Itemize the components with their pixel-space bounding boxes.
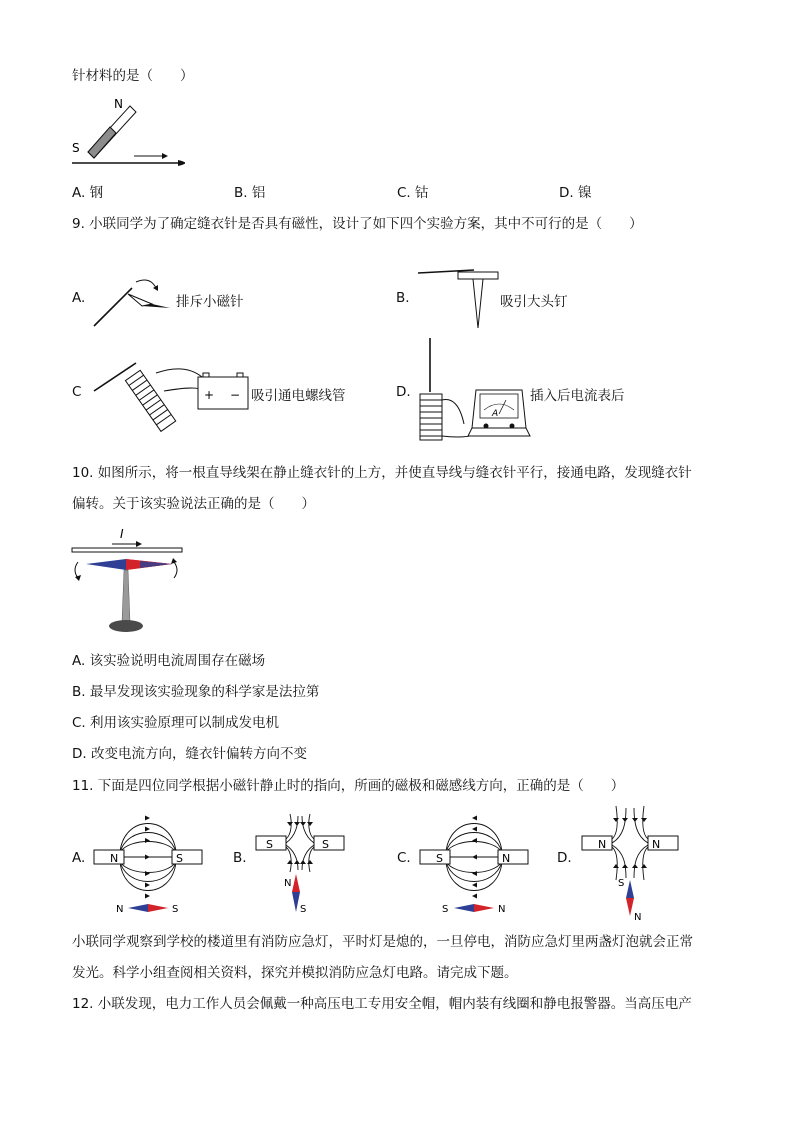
svg-text:N: N [502,852,511,865]
q9a-sewing-needle [94,288,132,326]
svg-text:N: N [498,904,506,915]
svg-text:S: S [436,852,443,865]
svg-text:S: S [618,878,625,889]
q9c-battery [198,373,248,409]
q9-option-a-caption: 排斥小磁针 [176,294,244,310]
q9c-figure [90,355,255,433]
q10-rotation-arrow-right-icon [174,562,177,578]
q10-straight-wire [72,548,182,552]
q8-magnet-s-label: S [72,141,80,155]
q12-stem: 12. 小联发现，电力工作人员会佩戴一种高压电工专用安全帽，帽内装有线圈和静电报警器。当高压电产 [72,996,692,1012]
svg-text:S: S [300,904,307,915]
svg-text:N: N [116,904,124,915]
intro-line2: 发光。科学小组查阅相关资料，探究并模拟消防应急灯电路。请完成下题。 [72,965,518,981]
q9d-figure [414,336,534,446]
q9-option-b-caption: 吸引大头钉 [500,294,568,310]
q9-stem: 9. 小联同学为了确定缝衣针是否具有磁性，设计了如下四个实验方案，其中不可行的是（ ） [72,216,643,232]
q8-needle-tip [178,160,185,166]
q8-option-b[interactable]: B. 铝 [234,185,266,201]
svg-text:A: A [492,409,499,419]
q11d-magnet-left [582,836,612,850]
q9a-figure [92,266,182,330]
q10-needle-blue-half [86,559,126,570]
q10-figure [66,524,196,636]
q10-rotation-arrow-left-icon [75,562,78,578]
q9d-wire-1 [442,400,464,425]
q11-option-d-letter[interactable]: D. [557,850,572,866]
q10-stem-line2: 偏转。关于该实验说法正确的是（ ） [72,496,315,512]
q11c-compass-needle [454,904,494,912]
q10-option-a[interactable]: A. 该实验说明电流周围存在磁场 [72,653,266,669]
intro-line1: 小联同学观察到学校的楼道里有消防应急灯，平时灯是熄的，一旦停电，消防应急灯里两盏灯泡就会正常 [72,934,693,950]
q10-option-d[interactable]: D. 改变电流方向，缝衣针偏转方向不变 [72,746,307,762]
svg-text:S: S [442,904,449,915]
q11-option-b-letter[interactable]: B. [233,850,247,866]
q11b-magnet-right [314,836,344,850]
svg-text:S: S [322,838,329,851]
q8-option-d[interactable]: D. 镍 [559,185,592,201]
q11d-compass-needle [626,880,634,916]
q11b-figure [252,812,352,918]
q11b-compass-needle [292,874,300,912]
svg-text:N: N [284,878,292,889]
q9-option-c-letter[interactable]: C [72,384,82,400]
q11d-figure [578,800,682,922]
svg-text:S: S [172,904,179,915]
q10-option-c[interactable]: C. 利用该实验原理可以制成发电机 [72,715,280,731]
q9a-rotation-arrow-icon [136,280,156,288]
q10-needle-stand [122,570,130,622]
svg-text:+: + [204,388,215,402]
q10-current-arrow-icon [112,541,142,547]
q11c-magnet-left [420,850,450,864]
q9-option-d-caption: 插入后电流表后 [530,388,625,404]
q8-motion-arrow-icon [134,153,168,159]
q9-option-b-letter[interactable]: B. [396,290,410,306]
svg-text:S: S [266,838,273,851]
q9-option-d-letter[interactable]: D. [396,384,411,400]
q9b-pin-shaft [473,279,483,328]
q8-figure [70,96,200,176]
q9c-wire-2 [164,388,202,391]
q10-current-label: I [120,527,124,541]
q11a-magnet-left [94,850,124,864]
q9a-compass-needle [128,294,170,308]
q11-option-c-letter[interactable]: C. [397,850,411,866]
q10-stem-line1: 10. 如图所示，将一根直导线架在静止缝衣针的上方，并使直导线与缝衣针平行，接通电路，发现缝衣针 [72,465,692,481]
q11-option-a-letter[interactable]: A. [72,850,86,866]
q9c-solenoid [125,370,175,431]
svg-text:N: N [598,838,607,851]
svg-text:N: N [634,912,642,923]
svg-text:N: N [652,838,661,851]
q8-option-a[interactable]: A. 钢 [72,185,104,201]
q8-magnet-n-label: N [114,97,123,111]
q8-option-c[interactable]: C. 钴 [397,185,429,201]
q9b-figure [416,266,506,332]
svg-text:N: N [110,852,119,865]
q9c-wire-1 [156,369,202,377]
q9b-pin-head [458,272,498,279]
q8-bar-magnet [88,106,136,158]
q9-option-c-caption: 吸引通电螺线管 [251,388,346,404]
q11a-figure [90,812,210,915]
q11c-figure [416,812,536,915]
q8-stem-tail: 针材料的是（ ） [72,68,194,84]
q9d-ammeter [468,390,530,436]
svg-text:−: − [230,388,241,402]
svg-text:S: S [176,852,183,865]
q11a-compass-needle [128,904,168,912]
q9d-coil [420,394,442,440]
q10-stand-base [109,620,143,632]
q9-option-a-letter[interactable]: A. [72,290,86,306]
q10-option-b[interactable]: B. 最早发现该实验现象的科学家是法拉第 [72,684,320,700]
q11-stem: 11. 下面是四位同学根据小磁针静止时的指向，所画的磁极和磁感线方向，正确的是（ ） [72,778,625,794]
